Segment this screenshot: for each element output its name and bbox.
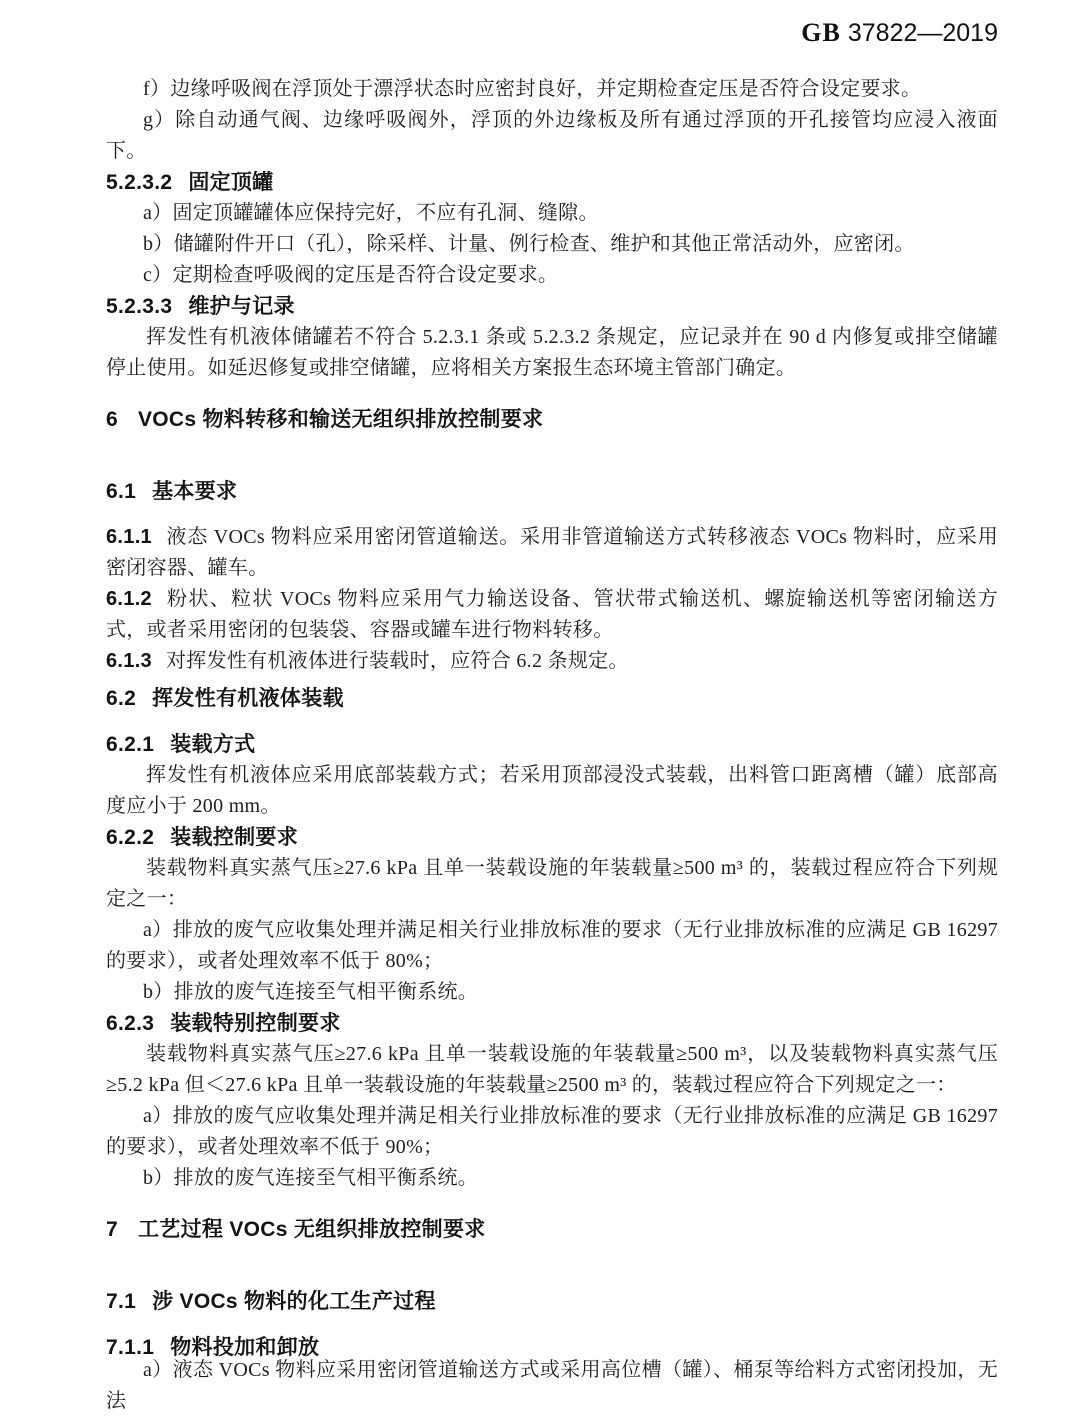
- clause-text: 液态 VOCs 物料应采用密闭管道输送。采用非管道输送方式转移液态 VOCs 物料时，应采用密闭容器、罐车。: [106, 526, 998, 579]
- body-paragraph: 挥发性有机液体应采用底部装载方式；若采用顶部浸没式装载，出料管口距离槽（罐）底部高度应小于 200 mm。: [106, 764, 998, 817]
- subsection-heading: [106, 729, 998, 760]
- list-item-paragraph: c）定期检查呼吸阀的定压是否符合设定要求。: [143, 264, 559, 286]
- heading-title: 装载控制要求: [170, 826, 299, 849]
- heading-number: 6.1: [106, 480, 137, 503]
- list-item-paragraph: b）排放的废气连接至气相平衡系统。: [143, 981, 479, 1003]
- list-item-paragraph: b）排放的废气连接至气相平衡系统。: [143, 1167, 479, 1189]
- heading-number: 6.2: [106, 687, 137, 710]
- heading-title: 涉 VOCs 物料的化工生产过程: [152, 1290, 436, 1313]
- subsection-heading: [106, 167, 998, 198]
- heading-number: 6.2.1: [106, 733, 155, 756]
- section-heading: [106, 683, 998, 714]
- heading-title: 物料投加和卸放: [170, 1336, 320, 1359]
- subsection-heading: [106, 291, 998, 322]
- heading-number: 7.1.1: [106, 1336, 155, 1359]
- subsection-heading: [106, 1008, 998, 1039]
- clause-number: 6.1.3: [106, 650, 152, 672]
- section-heading: [106, 476, 998, 507]
- list-item-paragraph: a）排放的废气应收集处理并满足相关行业排放标准的要求（无行业排放标准的应满足 GB 16297 的要求），或者处理效率不低于 90%；: [106, 1105, 998, 1158]
- chapter-heading: [106, 1214, 998, 1245]
- heading-title: 工艺过程 VOCs 无组织排放控制要求: [137, 1218, 486, 1241]
- heading-number: 7.1: [106, 1290, 137, 1313]
- heading-number: 6.2.3: [106, 1012, 155, 1035]
- heading-number: 5.2.3.3: [106, 295, 173, 318]
- heading-number: 5.2.3.2: [106, 171, 173, 194]
- list-item-paragraph: a）固定顶罐罐体应保持完好，不应有孔洞、缝隙。: [143, 202, 599, 224]
- standard-number-header: [106, 0, 998, 50]
- body-paragraph: 装载物料真实蒸气压≥27.6 kPa 且单一装载设施的年装载量≥500 m³，以及装载物料真实蒸气压≥5.2 kPa 但＜27.6 kPa 且单一装载设施的年装载量≥2500 m³ 的，装载过程应符合下列规定之一：: [106, 1043, 998, 1096]
- heading-title: VOCs 物料转移和输送无组织排放控制要求: [137, 408, 544, 431]
- standard-code: GB: [801, 18, 841, 47]
- section-heading: [106, 1286, 998, 1317]
- list-item-paragraph: a）排放的废气应收集处理并满足相关行业排放标准的要求（无行业排放标准的应满足 GB 16297 的要求），或者处理效率不低于 80%；: [106, 919, 998, 972]
- clause-paragraph: [106, 646, 998, 677]
- heading-title: 装载方式: [170, 733, 256, 756]
- list-item-paragraph: f）边缘呼吸阀在浮顶处于漂浮状态时应密封良好，并定期检查定压是否符合设定要求。: [143, 78, 922, 100]
- heading-title: 装载特别控制要求: [170, 1012, 341, 1035]
- heading-number: 6: [106, 408, 118, 431]
- standard-edition-number: 37822—2019: [847, 19, 998, 47]
- clause-paragraph: [106, 522, 998, 584]
- body-paragraph: 装载物料真实蒸气压≥27.6 kPa 且单一装载设施的年装载量≥500 m³ 的，装载过程应符合下列规定之一：: [106, 857, 998, 910]
- clipped-paragraph: a）液态 VOCs 物料应采用密闭管道输送方式或采用高位槽（罐）、桶泵等给料方式密闭投加，无法: [106, 1359, 998, 1412]
- subsection-heading: [106, 822, 998, 853]
- heading-number: 6.2.2: [106, 826, 155, 849]
- clause-paragraph: [106, 584, 998, 646]
- heading-number: 7: [106, 1218, 118, 1241]
- heading-title: 维护与记录: [188, 295, 295, 318]
- chapter-heading: [106, 404, 998, 435]
- clause-number: 6.1.1: [106, 526, 152, 548]
- list-item-paragraph: g）除自动通气阀、边缘呼吸阀外，浮顶的外边缘板及所有通过浮顶的开孔接管均应浸入液面下。: [106, 109, 998, 162]
- heading-title: 挥发性有机液体装载: [152, 687, 344, 710]
- body-paragraph: 挥发性有机液体储罐若不符合 5.2.3.1 条或 5.2.3.2 条规定，应记录并在 90 d 内修复或排空储罐停止使用。如延迟修复或排空储罐，应将相关方案报生态环境主管部门确定。: [106, 326, 998, 379]
- document-body: [106, 74, 998, 1417]
- list-item-paragraph: b）储罐附件开口（孔），除采样、计量、例行检查、维护和其他正常活动外，应密闭。: [143, 233, 915, 255]
- heading-title: 固定顶罐: [188, 171, 274, 194]
- clause-number: 6.1.2: [106, 588, 152, 610]
- clause-text: 粉状、粒状 VOCs 物料应采用气力输送设备、管状带式输送机、螺旋输送机等密闭输送方式，或者采用密闭的包装袋、容器或罐车进行物料转移。: [106, 588, 998, 641]
- clause-text: 对挥发性有机液体进行装载时，应符合 6.2 条规定。: [165, 650, 629, 672]
- heading-title: 基本要求: [152, 480, 238, 503]
